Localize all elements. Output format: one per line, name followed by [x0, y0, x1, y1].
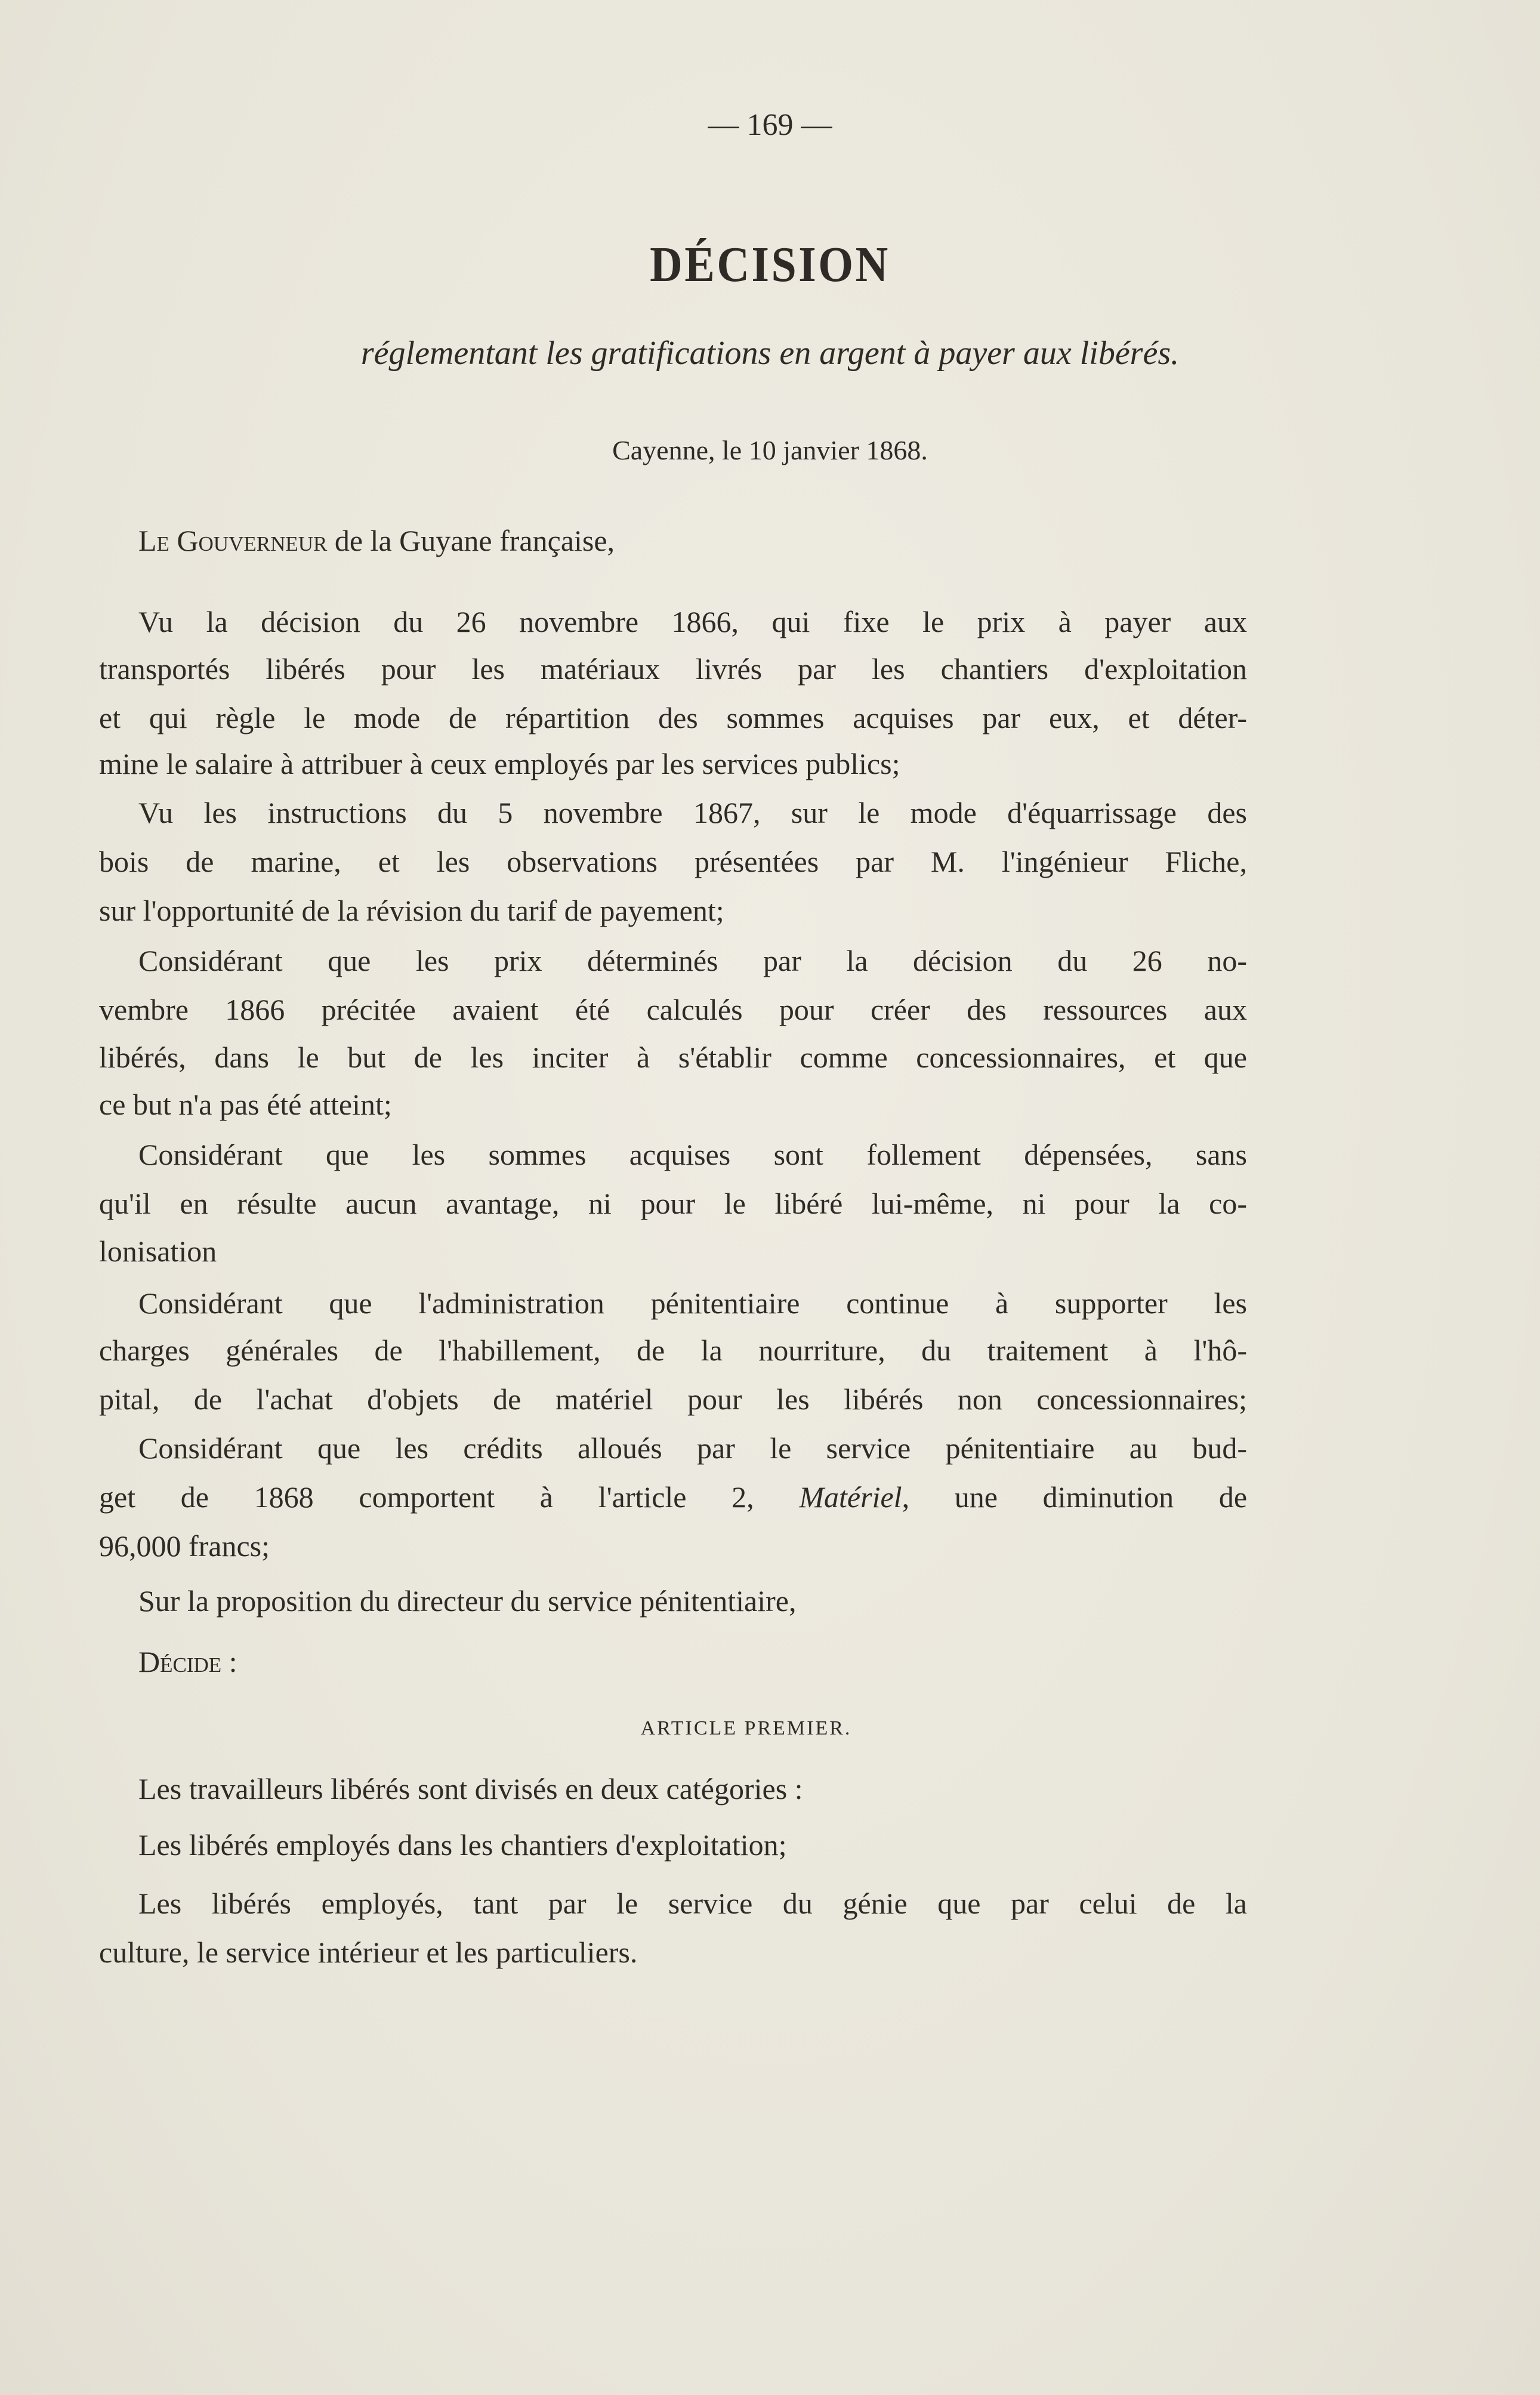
text-line: transportés libérés pour les matériaux livrés par les chantiers d'exploitation [99, 652, 1247, 686]
proposal-line: Sur la proposition du directeur du service pénitentiaire, [138, 1584, 797, 1618]
article-line: Les travailleurs libérés sont divisés en deux catégories : [138, 1772, 803, 1805]
budget-italic: Matériel [799, 1480, 902, 1514]
document-subtitle: réglementant les gratifications en argent à payer aux libérés. [360, 335, 1180, 372]
text-line: Vu la décision du 26 novembre 1866, qui fixe le prix à payer aux [138, 605, 1247, 638]
text-line: ce but n'a pas été atteint; [99, 1088, 392, 1121]
text-line: Considérant que les sommes acquises sont follement dépensées, sans [138, 1138, 1247, 1171]
budget-line [99, 1478, 1247, 1516]
text-line: Considérant que les prix déterminés par la décision du 26 no- [138, 944, 1247, 977]
text-line: libérés, dans le but de les inciter à s'établir comme concessionnaires, et que [99, 1041, 1247, 1074]
governor-line [138, 521, 615, 560]
page-number: — 169 — [708, 108, 832, 142]
document-title: DÉCISION [650, 237, 890, 292]
text-line: pital, de l'achat d'objets de matériel pour les libérés non concessionnaires; [99, 1382, 1247, 1416]
dateline: Cayenne, le 10 janvier 1868. [612, 435, 928, 465]
governor-rest: de la Guyane française, [327, 524, 615, 557]
text-line: 96,000 francs; [99, 1529, 270, 1563]
text-line: qu'il en résulte aucun avantage, ni pour le libéré lui-même, ni pour la co- [99, 1187, 1247, 1220]
text-line: sur l'opportunité de la révision du tarif de payement; [99, 894, 724, 927]
governor-title: Le Gouverneur [138, 524, 328, 557]
text-line: Considérant que les crédits alloués par le service pénitentiaire au bud- [138, 1431, 1247, 1465]
text-line: lonisation [99, 1234, 217, 1268]
budget-text-b: , une diminution de [902, 1480, 1247, 1514]
text-line: charges générales de l'habillement, de la nourriture, du traitement à l'hô- [99, 1334, 1247, 1367]
article-line: Les libérés employés dans les chantiers d'exploitation; [138, 1828, 787, 1862]
article-line: culture, le service intérieur et les particuliers. [99, 1936, 638, 1969]
text-line: bois de marine, et les observations présentées par M. l'ingénieur Fliche, [99, 845, 1247, 878]
text-line: et qui règle le mode de répartition des sommes acquises par eux, et déter- [99, 701, 1247, 734]
article-heading: ARTICLE PREMIER. [640, 1717, 852, 1739]
article-line: Les libérés employés, tant par le service du génie que par celui de la [138, 1887, 1247, 1920]
text-line: Vu les instructions du 5 novembre 1867, sur le mode d'équarrissage des [138, 796, 1247, 829]
decide-line: Décide : [138, 1645, 237, 1678]
text-line: mine le salaire à attribuer à ceux employés par les services publics; [99, 747, 900, 780]
text-line: vembre 1866 précitée avaient été calculés pour créer des ressources aux [99, 993, 1247, 1026]
budget-text-a: get de 1868 comportent à l'article 2, [99, 1480, 800, 1514]
text-line: Considérant que l'administration pénitentiaire continue à supporter les [138, 1286, 1247, 1320]
